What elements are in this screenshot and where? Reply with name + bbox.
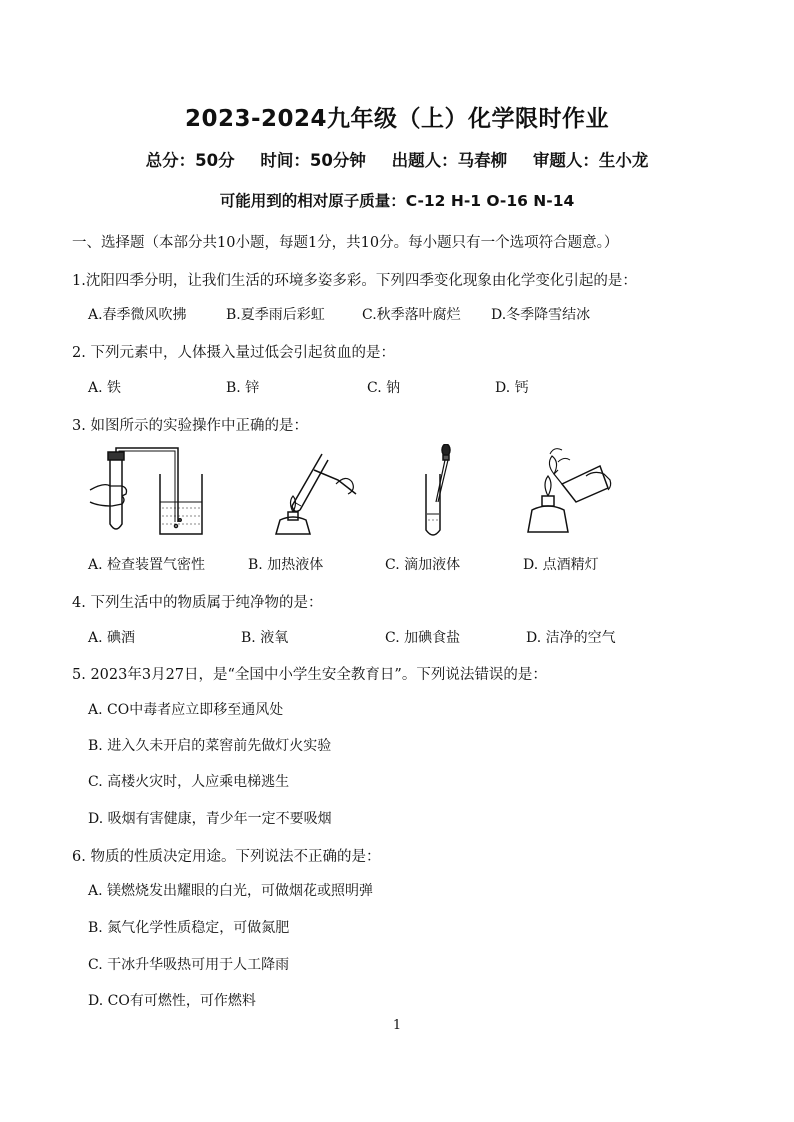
light-alcohol-lamp-figure (524, 444, 614, 540)
question-5-option-a: A. CO中毒者应立即移至通风处 (88, 702, 284, 718)
question-5-option-d: D. 吸烟有害健康，青少年一定不要吸烟 (88, 811, 332, 827)
question-6-option-a: A. 镁燃烧发出耀眼的白光，可做烟花或照明弹 (88, 883, 374, 899)
page-title: 2023-2024九年级（上）化学限时作业 (184, 106, 610, 132)
question-2-option-c: C. 钠 (367, 380, 401, 396)
question-4-stem: 4. 下列生活中的物质属于纯净物的是： (72, 595, 323, 611)
question-3-option-d: D. 点酒精灯 (523, 557, 599, 573)
drop-liquid-figure (410, 444, 470, 540)
question-3-option-a: A. 检查装置气密性 (88, 557, 206, 573)
question-1-option-d: D.冬季降雪结冰 (491, 307, 591, 323)
check-airtightness-figure (86, 444, 216, 540)
section-heading: 一、选择题（本部分共10小题，每题1分，共10分。每小题只有一个选项符合题意。） (72, 235, 619, 251)
question-1-option-c: C.秋季落叶腐烂 (362, 307, 461, 323)
question-3-option-c: C. 滴加液体 (385, 557, 461, 573)
question-4-option-a: A. 碘酒 (88, 630, 136, 646)
exam-time: 时间：50分钟 (260, 151, 366, 170)
question-2-stem: 2. 下列元素中，人体摄入量过低会引起贫血的是： (72, 345, 395, 361)
question-5-option-b: B. 进入久未开启的菜窖前先做灯火实验 (88, 738, 332, 754)
question-1-option-a: A.春季微风吹拂 (88, 307, 187, 323)
page-number: 1 (392, 1018, 402, 1033)
total-score: 总分：50分 (145, 151, 235, 170)
question-2-option-a: A. 铁 (88, 380, 122, 396)
question-1-option-b: B.夏季雨后彩虹 (226, 307, 325, 323)
question-3-stem: 3. 如图所示的实验操作中正确的是： (72, 418, 308, 434)
atomic-masses: 可能用到的相对原子质量：C-12 H-1 O-16 N-14 (219, 192, 575, 210)
question-1-stem: 1.沈阳四季分明，让我们生活的环境多姿多彩。下列四季变化现象由化学变化引起的是： (72, 273, 637, 289)
question-4-option-c: C. 加碘食盐 (385, 630, 461, 646)
exam-author: 出题人：马春柳 (391, 151, 508, 170)
question-6-stem: 6. 物质的性质决定用途。下列说法不正确的是： (72, 849, 381, 865)
question-5-option-c: C. 高楼火灾时，人应乘电梯逃生 (88, 774, 290, 790)
question-6-option-b: B. 氮气化学性质稳定，可做氮肥 (88, 920, 290, 936)
question-6-option-c: C. 干冰升华吸热可用于人工降雨 (88, 957, 290, 973)
question-4-option-b: B. 液氧 (241, 630, 289, 646)
question-3-option-b: B. 加热液体 (248, 557, 324, 573)
heat-liquid-figure (266, 444, 366, 540)
question-6-option-d: D. CO有可燃性，可作燃料 (88, 993, 256, 1009)
exam-info (0, 147, 794, 171)
question-2-option-d: D. 钙 (495, 380, 529, 396)
question-4-option-d: D. 洁净的空气 (526, 630, 616, 646)
exam-reviewer: 审题人：生小龙 (532, 151, 649, 170)
question-5-stem: 5. 2023年3月27日，是“全国中小学生安全教育日”。下列说法错误的是： (72, 667, 547, 683)
question-2-option-b: B. 锌 (226, 380, 260, 396)
